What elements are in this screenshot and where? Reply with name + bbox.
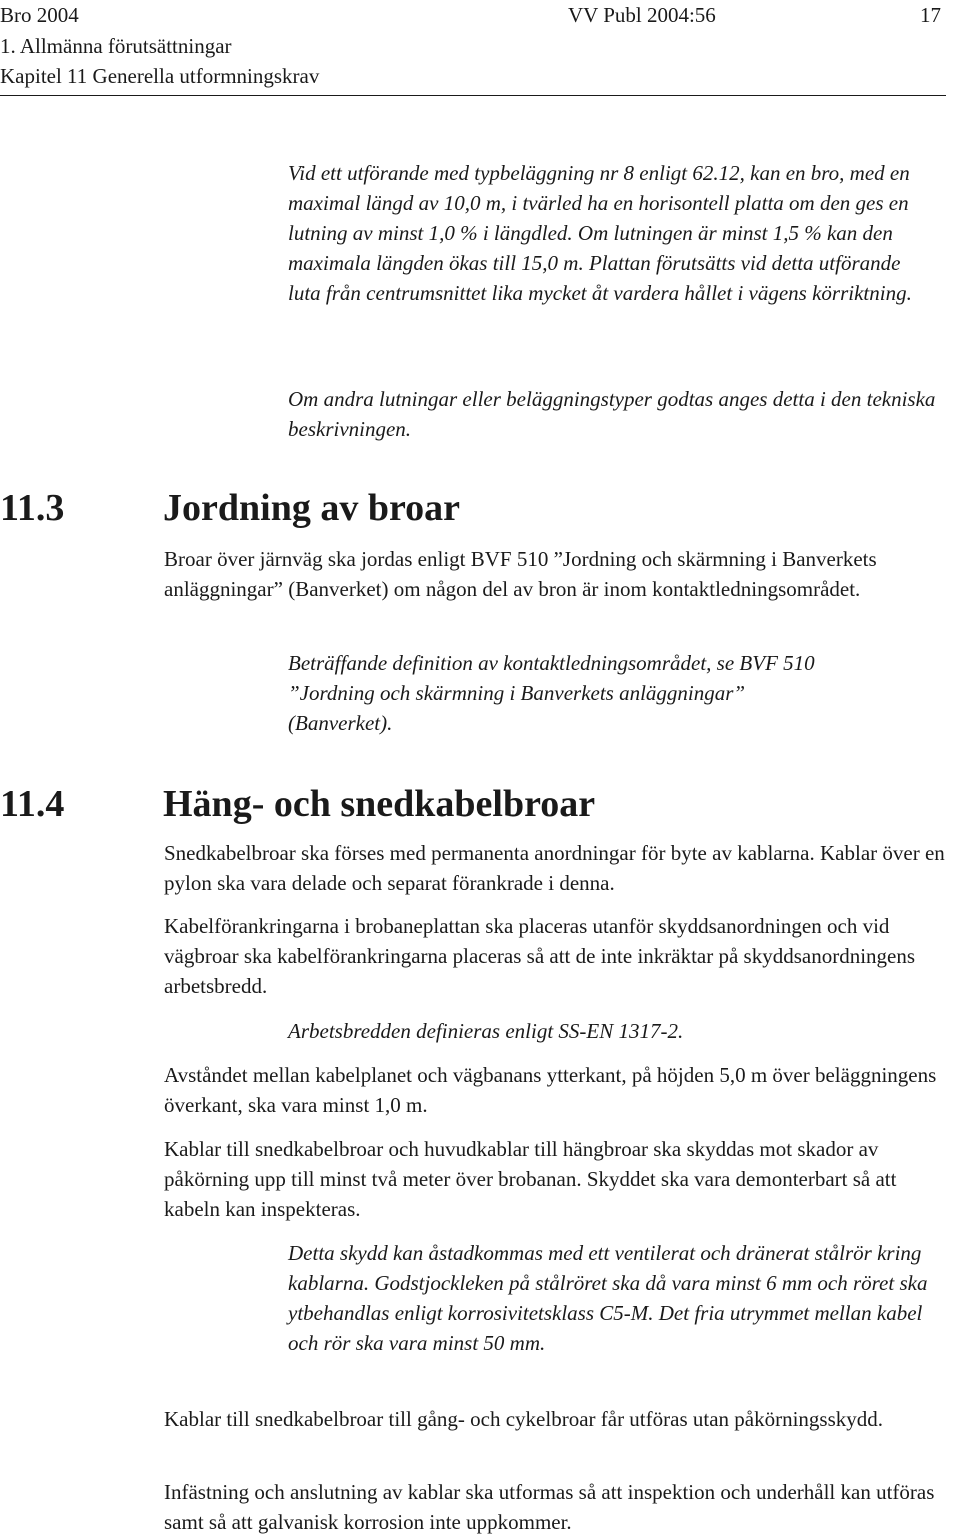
body-paragraph: Kablar till snedkabelbroar och huvudkablar till hängbroar ska skyddas mot skador av påkörning upp till minst två meter över brobanan. Skyddet ska vara demonterbart så att kabeln kan inspekteras. [164,1137,897,1221]
body-paragraph: Avståndet mellan kabelplanet och vägbanans ytterkant, på höjden 5,0 m över beläggningens överkant, ska vara minst 1,0 m. [164,1063,937,1117]
publication-id: VV Publ 2004:56 [568,3,716,27]
section-title: 1. Allmänna förutsättningar [0,34,232,58]
section-title: Häng- och snedkabelbroar [163,783,596,825]
section-title: Jordning av broar [163,487,461,529]
body-paragraph: Kabelförankringarna i brobaneplattan ska placeras utanför skyddsanordningen och vid vägbroar ska kabelförankringarna placeras så att de inte inkräktar på skyddsanordningens arbetsbredd. [164,914,916,998]
section-number: 11.4 [0,783,65,825]
comment-paragraph: Om andra lutningar eller beläggningstyper godtas anges detta i den tekniska beskrivningen. [288,387,936,441]
section-number: 11.3 [0,487,65,529]
header-rule [0,95,946,96]
page-number: 17 [920,3,941,27]
chapter-title: Kapitel 11 Generella utformningskrav [0,64,320,88]
body-paragraph: Infästning och anslutning av kablar ska utformas så att inspektion och underhåll kan utföras samt så att galvanisk korrosion inte uppkommer. [164,1480,935,1534]
comment-paragraph: Beträffande definition av kontaktledningsområdet, se BVF 510 ”Jordning och skärmning i Banverkets anläggningar” (Banverket). [288,651,815,735]
comment-paragraph: Arbetsbredden definieras enligt SS-EN 1317-2. [288,1019,684,1043]
section-heading [0,486,460,530]
doc-title: Bro 2004 [0,3,79,27]
body-paragraph: Kablar till snedkabelbroar till gång- och cykelbroar får utföras utan påkörningsskydd. [164,1407,884,1431]
comment-paragraph: Detta skydd kan åstadkommas med ett ventilerat och dränerat stålrör kring kablarna. Godstjockleken på stålröret ska då vara minst 6 mm och röret ska ytbehandlas enligt korrosivitetsklass C5-M. Det fria utrymmet mellan kabel och rör ska vara minst 50 mm. [288,1241,928,1355]
body-paragraph: Snedkabelbroar ska förses med permanenta anordningar för byte av kablarna. Kablar över en pylon ska vara delade och separat förankrade i denna. [164,841,945,895]
body-paragraph: Broar över järnväg ska jordas enligt BVF 510 ”Jordning och skärmning i Banverkets anläggningar” (Banverket) om någon del av bron är inom kontaktledningsområdet. [164,547,877,601]
section-heading [0,782,595,826]
comment-paragraph: Vid ett utförande med typbeläggning nr 8 enligt 62.12, kan en bro, med en maximal längd av 10,0 m, i tvärled ha en horisontell platta om den ges en lutning av minst 1,0 % i längdled. Om lutningen är minst 1,5 % kan den maximala längden ökas till 15,0 m. Plattan förutsätts vid detta utförande luta från centrumsnittet lika mycket åt vardera hållet i vägens körriktning. [288,161,912,305]
